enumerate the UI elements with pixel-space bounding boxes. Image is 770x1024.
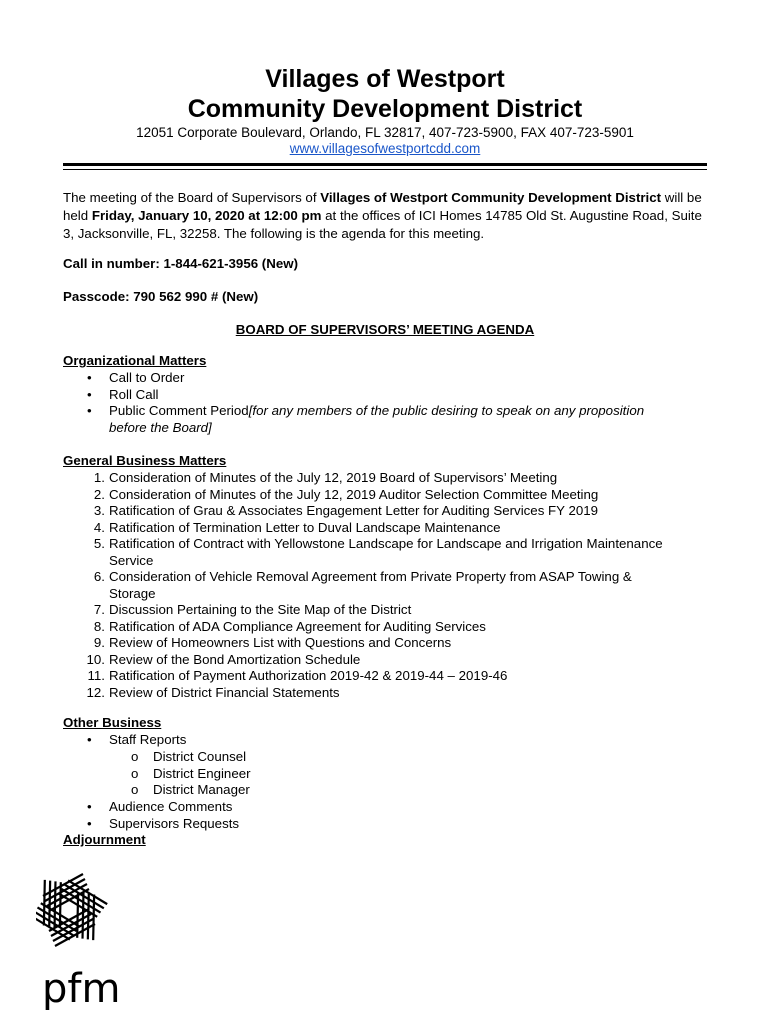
intro-paragraph <box>63 189 713 243</box>
bullet-icon: • <box>87 732 92 747</box>
list-item <box>63 520 713 537</box>
other-heading: Other Business <box>63 715 162 730</box>
website-line <box>0 141 770 157</box>
item-note: [for any members of the public desiring to speak on any proposition before the Board] <box>109 403 645 435</box>
address-line: 12051 Corporate Boulevard, Orlando, FL 32817, 407-723-5900, FAX 407-723-5901 <box>136 125 634 140</box>
list-item <box>63 602 713 619</box>
item-text: Ratification of Termination Letter to Duval Landscape Maintenance <box>109 519 501 535</box>
item-text: Review of Homeowners List with Questions and Concerns <box>109 635 452 650</box>
item-text: Ratification of ADA Compliance Agreement for Auditing Services <box>109 618 486 634</box>
other-list <box>63 732 713 749</box>
list-item <box>63 470 713 487</box>
intro-text-1: The meeting of the Board of Supervisors of <box>63 190 321 205</box>
bullet-icon: • <box>87 386 92 402</box>
list-item <box>63 503 713 520</box>
item-number: 3. <box>93 503 105 518</box>
agenda-title: BOARD OF SUPERVISORS’ MEETING AGENDA <box>235 322 535 337</box>
item-text: District Manager <box>153 782 250 797</box>
district-name: Villages of Westport Community Development District <box>320 190 662 205</box>
bullet-icon: • <box>87 370 92 385</box>
bullet-icon: • <box>87 815 92 831</box>
general-heading: General Business Matters <box>63 453 227 468</box>
item-text: Consideration of Minutes of the July 12, 2019 Board of Supervisors’ Meeting <box>109 470 558 485</box>
list-item <box>63 749 713 766</box>
list-item <box>63 403 713 436</box>
item-text: Call to Order <box>109 370 185 385</box>
item-number: 6. <box>93 569 105 584</box>
item-number: 12. <box>86 684 105 700</box>
item-text: Ratification of Payment Authorization 2019-42 & 2019-44 – 2019-46 <box>109 668 508 683</box>
circle-bullet-icon: o <box>131 749 139 764</box>
item-text: Roll Call <box>109 386 159 402</box>
item-text: Review of the Bond Amortization Schedule <box>109 651 361 667</box>
list-item <box>63 619 713 636</box>
item-number: 4. <box>93 519 105 535</box>
general-list <box>63 470 713 701</box>
item-number: 10. <box>86 651 105 667</box>
item-number: 8. <box>93 618 105 634</box>
list-item <box>63 766 713 783</box>
item-text: District Counsel <box>153 749 247 764</box>
item-number: 11. <box>87 668 105 683</box>
adjournment-heading: Adjournment <box>63 832 146 847</box>
list-item <box>63 799 713 816</box>
item-text: Supervisors Requests <box>109 815 240 831</box>
intro-text-2: will be held <box>63 190 702 223</box>
item-text: Consideration of Vehicle Removal Agreement from Private Property from ASAP Towing & Storage <box>109 569 632 601</box>
circle-bullet-icon: o <box>131 765 139 781</box>
call-in-number: Call in number: 1-844-621-3956 (New) <box>63 256 298 271</box>
item-text: Audience Comments <box>109 799 233 814</box>
item-number: 7. <box>93 602 105 617</box>
header-rule-thick <box>63 163 707 166</box>
document-subtitle: Community Development District <box>187 95 583 123</box>
bullet-icon: • <box>87 799 92 814</box>
item-text: Staff Reports <box>109 732 187 747</box>
item-number: 9. <box>93 635 105 650</box>
meeting-datetime: Friday, January 10, 2020 at 12:00 pm <box>91 208 322 223</box>
item-number: 1. <box>93 470 105 485</box>
other-list-continued <box>63 799 713 832</box>
header-rule-thin <box>63 169 707 170</box>
list-item <box>63 816 713 833</box>
item-text: Public Comment Period <box>109 403 249 418</box>
document-title: Villages of Westport <box>265 65 505 93</box>
pfm-logo <box>36 870 132 1010</box>
list-item <box>63 635 713 652</box>
organizational-heading: Organizational Matters <box>63 353 207 368</box>
circle-bullet-icon: o <box>131 782 139 797</box>
item-number: 5. <box>93 536 105 551</box>
list-item <box>63 370 713 387</box>
staff-reports-list <box>63 749 713 799</box>
item-text: Ratification of Contract with Yellowstone Landscape for Landscape and Irrigation Maintenance Service <box>109 536 663 568</box>
item-text: Consideration of Minutes of the July 12, 2019 Auditor Selection Committee Meeting <box>109 486 599 502</box>
item-text: Ratification of Grau & Associates Engagement Letter for Auditing Services FY 2019 <box>109 503 599 518</box>
list-item <box>63 685 713 702</box>
bullet-icon: • <box>87 403 92 418</box>
pfm-logo-text: pfm <box>42 966 121 1010</box>
item-number: 2. <box>93 486 105 502</box>
list-item <box>63 569 713 602</box>
list-item <box>63 782 713 799</box>
item-text: Review of District Financial Statements <box>109 684 340 700</box>
list-item <box>63 652 713 669</box>
organizational-list <box>63 370 713 436</box>
list-item <box>63 387 713 404</box>
list-item <box>63 668 713 685</box>
website-link[interactable]: www.villagesofwestportcdd.com <box>289 141 481 156</box>
pfm-logo-icon <box>36 870 132 1010</box>
item-text: Discussion Pertaining to the Site Map of the District <box>109 602 412 617</box>
passcode: Passcode: 790 562 990 # (New) <box>63 289 259 304</box>
intro-text-3: at the offices of ICI Homes 14785 Old St. Augustine Road, Suite 3, Jacksonville, FL, 32258. The following is the agenda for this meeting. <box>63 208 702 241</box>
list-item <box>63 732 713 749</box>
item-text: District Engineer <box>153 765 251 781</box>
list-item <box>63 487 713 504</box>
list-item <box>63 536 713 569</box>
